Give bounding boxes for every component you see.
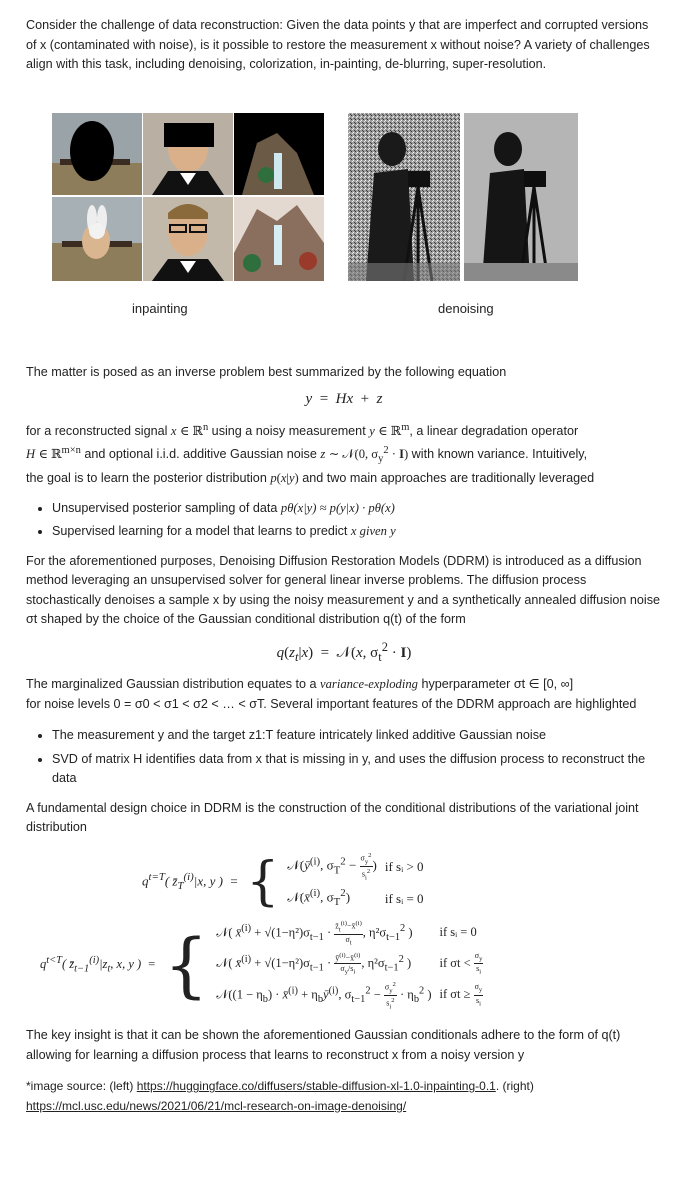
- source-link-right[interactable]: https://mcl.usc.edu/news/2021/06/21/mcl-research-on-image-denoising/: [26, 1098, 407, 1113]
- ddrm-paragraph: For the aforementioned purposes, Denoising Diffusion Restoration Models (DDRM) is introduced as a diffusion method leveraging an unsupervised solver for general linear inverse problems. The diffusion process stochastically denoises a sample x by using the noisy measurement y and a synthetically annealed diffusion noise σt shaped by the choice of the Gaussian conditional distribution q(t) of the form: [26, 553, 661, 627]
- image-source: *image source: (left) https://huggingface.co/diffusers/stable-diffusion-xl-1.0-inpainting-0.1. (right) https://mcl.usc.edu/news/2021/06/21/mcl-research-on-image-denoising/: [26, 1079, 534, 1113]
- signal-paragraph: for a reconstructed signal x ∈ ℝ$^n$ using a noisy measurement y ∈ ℝ$^m$, a linear degradation operator H ∈ ℝ$^{m\times n}$ and optional i.i.d. additive Gaussian noise z ∼ 𝒩(0, $\sigma_y^2 \cdot I$) with known variance. Intuitively, the goal is to learn the posterior distribution p(x|y) and two main approaches are traditionally leveraged: [26, 421, 595, 486]
- condition-5: if σt ≥: [439, 987, 471, 1002]
- equation-t-less-than-T: $q^{t<T}$( $z̄_{t-1}^{(i)}|z_t$, x, y ) = { 𝒩( x̄$^{(i)}$ + $√(1-\eta^2)\sigma_{t-1}$ · $\frac{z̄_t^{(i)}-x̄^{(i)}}{\sigma_t}$ , $\eta^2\sigma_{t-1}^2$ ) if sᵢ = 0 𝒩( x̄$^{(i)}$ + $√(1-\eta^2)\sigma_{t-1}$ · $\frac{ȳ^{(i)}-x̄^{(i)}}{\sigma_y/s_i}$ , $\eta^2\sigma_{t-1}^2$ ) if σt < $\frac{\sigma_y}{s_i}$ 𝒩((1 − $\eta_b$) · x̄$^{(i)}$ + $\eta_bȳ^{(i)}$, $\sigma_{t-1}^2$ − $\frac{\sigma_y^2}{s_i^2}$ · $\eta_b^2$ ) if σt ≥ $\frac{\sigma_y}{s_i}$: [36, 918, 487, 1013]
- document-body: [26, 16, 662, 1116]
- list-item: • SVD of matrix H identifies data from x that is missing in y, and uses the diffusion process to reconstruct the data: [52, 750, 662, 789]
- approaches-list: [26, 499, 662, 542]
- denoising-image-pair: [348, 113, 578, 281]
- list-item: • The measurement y and the target z1:T feature intricately linked additive Gaussian noise: [52, 726, 662, 746]
- inpainting-image-grid: [52, 113, 324, 281]
- list-item: • Supervised learning for a model that learns to predict x given y: [52, 522, 662, 542]
- intro-paragraph: Consider the challenge of data reconstruction: Given the data points y that are imperfect and corrupted versions of x (contaminated with noise), is it possible to restore the measurement x without noise? A variety of challenges align with this task, including denoising, colorization, in-painting, de-blurring, super-resolution.: [26, 18, 650, 71]
- condition-1: if sᵢ > 0: [384, 858, 424, 874]
- caption-inpainting: inpainting: [132, 300, 188, 316]
- main-equation: y = Hx + z: [305, 391, 383, 407]
- list-item: • Unsupervised posterior sampling of data pθ(x|y) ≈ p(y|x) · pθ(x): [52, 499, 662, 519]
- source-link-left[interactable]: https://huggingface.co/diffusers/stable-diffusion-xl-1.0-inpainting-0.1: [136, 1079, 496, 1094]
- conditional-equation: $q(z_t|x)$ = 𝒩(x, $\sigma_t^2 \cdot I$): [276, 639, 412, 664]
- design-paragraph: A fundamental design choice in DDRM is the construction of the conditional distributions of the variational joint distribution: [26, 800, 639, 835]
- marginalized-paragraph: The marginalized Gaussian distribution equates to a variance-exploding hyperparameter σt ∈ [0, ∞] for noise levels 0 = σ0 < σ1 < σ2 < … < σT. Several important features of the DDRM approach are highlighted: [26, 677, 637, 711]
- caption-denoising: denoising: [438, 300, 494, 316]
- key-insight-paragraph: The key insight is that it can be shown the aforementioned Gaussian conditionals adhere to the form of q(t) allowing for learning a diffusion process that learns to reconstruct x from a noisy version y: [26, 1028, 621, 1062]
- condition-4: if σt <: [439, 955, 471, 970]
- condition-3: if sᵢ = 0: [439, 925, 477, 940]
- condition-2: if sᵢ = 0: [384, 890, 424, 906]
- figure-row: [26, 113, 662, 333]
- features-list: [26, 726, 662, 789]
- equation-t-equals-T: $q^{t=T}$( $z̄_T^{(i)}|x$, y ) = { $𝒩(ȳ^{(i)}$, $\sigma_T^2$ − $\frac{\sigma_y^2}{s_i^2}$ ) if sᵢ > 0 𝒩(x̄$^{(i)}$, $\sigma_T^2$) if sᵢ = 0: [138, 850, 428, 914]
- posed-paragraph: The matter is posed as an inverse problem best summarized by the following equation: [26, 364, 507, 379]
